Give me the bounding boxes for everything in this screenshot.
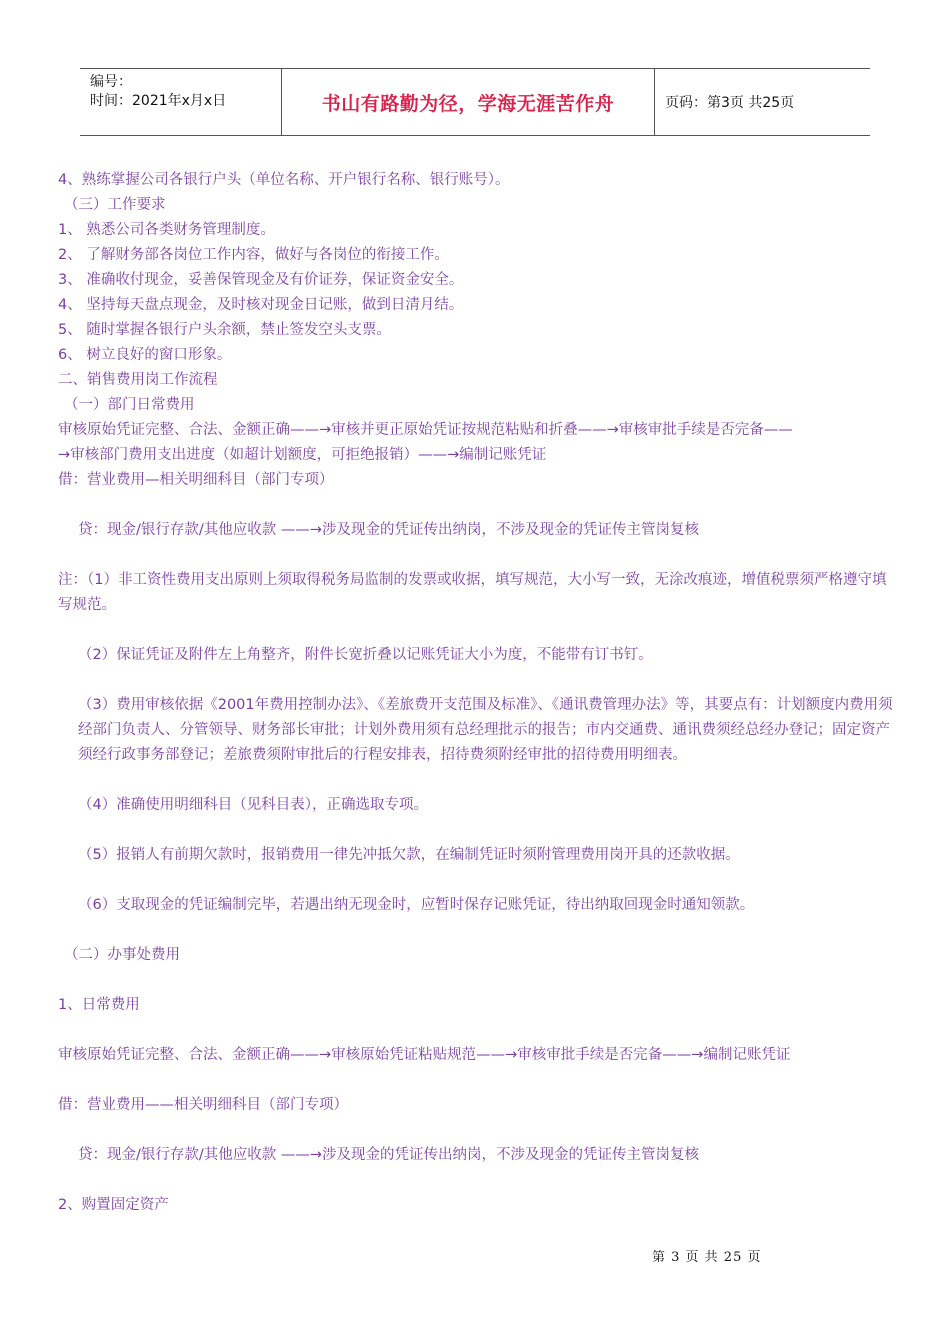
subsection-heading: 2、购置固定资产 — [58, 1197, 169, 1213]
section-heading: （三）工作要求 — [64, 197, 166, 213]
header-motto: 书山有路勤为径，学海无涯苦作舟 — [282, 69, 655, 135]
flow-line: 审核原始凭证完整、合法、金额正确——→审核原始凭证粘贴规范——→审核审批手续是否完备——→编制记账凭证 — [58, 1047, 791, 1063]
list-item: 4、 坚持每天盘点现金，及时核对现金日记账，做到日清月结。 — [58, 297, 464, 313]
subsection-heading: 1、日常费用 — [58, 997, 140, 1013]
section-heading: 二、销售费用岗工作流程 — [58, 372, 218, 388]
header-page-info: 页码：第3页 共25页 — [665, 95, 795, 111]
section-heading: （一）部门日常费用 — [64, 397, 195, 413]
list-item: 6、 树立良好的窗口形象。 — [58, 347, 232, 363]
note-paragraph: （3）费用审核依据《2001年费用控制办法》、《差旅费开支范围及标准》、《通讯费管理办法》等，其要点有：计划额度内费用须经部门负责人、分管领导、财务部长审批；计划外费用须有总经理批示的报告；市内交通费、通讯费须经总经办登记；固定资产须经行政事务部登记；差旅费须附审批后的行程安排表，招待费须附经审批的招待费用明细表。 — [78, 697, 893, 763]
note-paragraph: 注：（1）非工资性费用支出原则上须取得税务局监制的发票或收据，填写规范，大小写一致，无涂改痕迹，增值税票须严格遵守填写规范。 — [58, 572, 887, 613]
list-item: 1、 熟悉公司各类财务管理制度。 — [58, 222, 275, 238]
note-paragraph: （4）准确使用明细科目（见科目表），正确选取专项。 — [78, 797, 428, 813]
debit-entry: 借：营业费用——相关明细科目（部门专项） — [58, 1097, 348, 1113]
credit-entry: 贷：现金/银行存款/其他应收款 ——→涉及现金的凭证传出纳岗，不涉及现金的凭证传主管岗复核 — [78, 522, 700, 538]
note-paragraph: （6）支取现金的凭证编制完毕，若遇出纳无现金时，应暂时保存记账凭证，待出纳取回现金时通知领款。 — [78, 897, 755, 913]
page-footer: 第 3 页 共 25 页 — [652, 1250, 762, 1265]
flow-line: 审核原始凭证完整、合法、金额正确——→审核并更正原始凭证按规范粘贴和折叠——→审核审批手续是否完备—— — [58, 422, 793, 438]
paragraph: 4、熟练掌握公司各银行户头（单位名称、开户银行名称、银行账号）。 — [58, 172, 510, 188]
list-item: 5、 随时掌握各银行户头余额，禁止签发空头支票。 — [58, 322, 391, 338]
note-paragraph: （2）保证凭证及附件左上角整齐，附件长宽折叠以记账凭证大小为度，不能带有订书钉。 — [78, 647, 653, 663]
debit-entry: 借：营业费用—相关明细科目（部门专项） — [58, 472, 334, 488]
date-text: 时间：2021年x月x日 — [90, 93, 227, 109]
list-item: 3、 准确收付现金，妥善保管现金及有价证券，保证资金安全。 — [58, 272, 464, 288]
document-body — [58, 168, 900, 1218]
note-paragraph: （5）报销人有前期欠款时，报销费用一律先冲抵欠款，在编制凭证时须附管理费用岗开具的还款收据。 — [78, 847, 740, 863]
credit-entry: 贷：现金/银行存款/其他应收款 ——→涉及现金的凭证传出纳岗，不涉及现金的凭证传主管岗复核 — [78, 1147, 700, 1163]
number-label: 编号： — [90, 74, 132, 90]
section-heading: （二）办事处费用 — [64, 947, 180, 963]
header-meta-cell — [80, 69, 282, 135]
flow-line: →审核部门费用支出进度（如超计划额度，可拒绝报销）——→编制记账凭证 — [58, 447, 547, 463]
header-table — [80, 68, 870, 136]
list-item: 2、 了解财务部各岗位工作内容，做好与各岗位的衔接工作。 — [58, 247, 449, 263]
